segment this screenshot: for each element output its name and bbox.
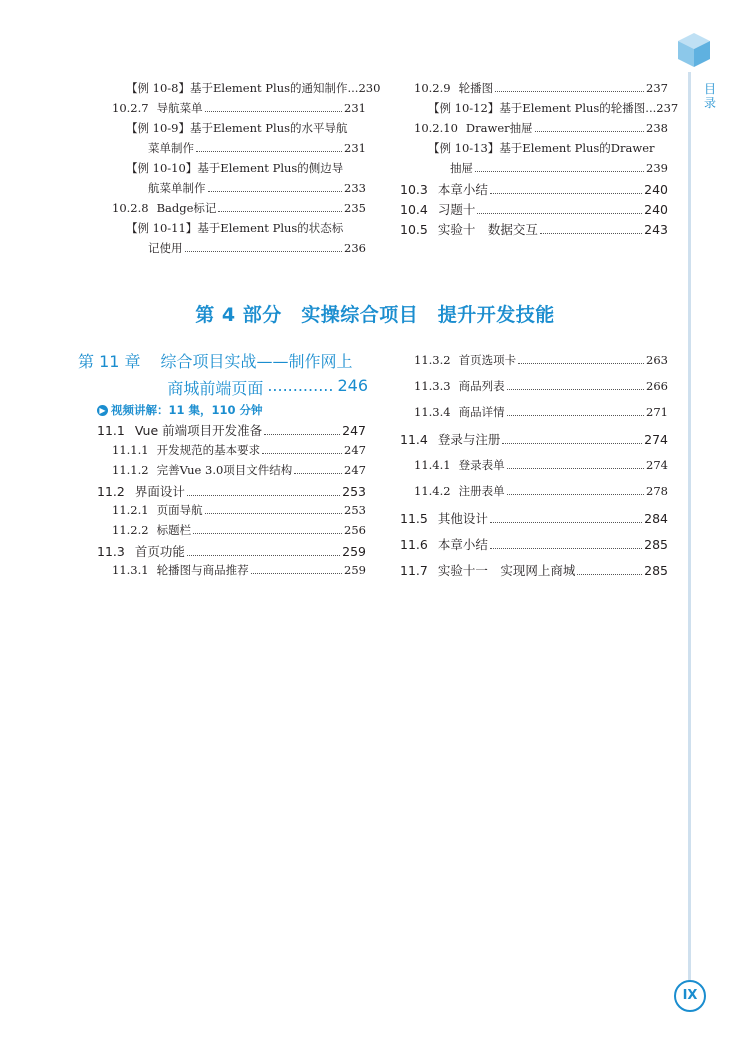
toc-entry[interactable] bbox=[428, 100, 679, 116]
entry-number: 【例 10-13】 bbox=[428, 141, 500, 155]
entry-page: 240 bbox=[644, 182, 668, 197]
entry-page: 285 bbox=[644, 537, 668, 552]
dot-leader bbox=[490, 193, 642, 194]
entry-number: 11.3.3 bbox=[414, 379, 451, 393]
entry-page: 278 bbox=[646, 484, 668, 498]
entry-page: 236 bbox=[344, 241, 366, 255]
entry-number: 11.4.1 bbox=[414, 458, 451, 472]
toc-entry[interactable] bbox=[428, 140, 668, 156]
entry-page: 243 bbox=[644, 222, 668, 237]
chapter-label: 第 11 章 bbox=[78, 352, 141, 371]
toc-entry[interactable] bbox=[414, 120, 668, 136]
toc-entry[interactable] bbox=[112, 442, 366, 458]
dot-leader bbox=[475, 171, 644, 172]
entry-page: 274 bbox=[644, 432, 668, 447]
entry-page: 285 bbox=[644, 563, 668, 578]
entry-number: 11.2 bbox=[97, 484, 125, 499]
page-number: IX bbox=[674, 980, 706, 1012]
dot-leader bbox=[196, 151, 342, 152]
entry-title: 基于Element Plus的轮播图... bbox=[499, 101, 657, 115]
entry-title: 抽屉 bbox=[450, 161, 473, 175]
entry-number: 11.4.2 bbox=[414, 484, 451, 498]
entry-number: 11.5 bbox=[400, 511, 428, 526]
dot-leader bbox=[507, 415, 644, 416]
toc-entry[interactable] bbox=[400, 430, 668, 448]
dot-leader bbox=[264, 434, 340, 435]
dot-leader bbox=[187, 555, 340, 556]
entry-page: 237 bbox=[646, 81, 668, 95]
dot-leader bbox=[540, 233, 642, 234]
entry-number: 【例 10-10】 bbox=[126, 161, 198, 175]
toc-entry[interactable] bbox=[450, 160, 668, 176]
entry-page: 231 bbox=[344, 101, 366, 115]
entry-page: 239 bbox=[646, 161, 668, 175]
entry-page: 253 bbox=[344, 503, 366, 517]
dot-leader bbox=[185, 251, 343, 252]
entry-title: Drawer抽屉 bbox=[465, 121, 533, 135]
entry-number: 11.3 bbox=[97, 544, 125, 559]
toc-entry[interactable] bbox=[112, 502, 366, 518]
toc-entry[interactable] bbox=[400, 561, 668, 579]
entry-number: 10.4 bbox=[400, 202, 428, 217]
dot-leader bbox=[477, 213, 642, 214]
entry-number: 10.3 bbox=[400, 182, 428, 197]
entry-page: 247 bbox=[344, 443, 366, 457]
toc-entry[interactable] bbox=[97, 542, 366, 560]
entry-title: 实验十一 实现网上商城 bbox=[437, 563, 576, 578]
toc-entry[interactable] bbox=[126, 120, 366, 136]
dot-leader bbox=[193, 533, 342, 534]
entry-page: 237 bbox=[656, 101, 679, 115]
entry-number: 11.3.4 bbox=[414, 405, 451, 419]
dot-leader bbox=[205, 513, 342, 514]
toc-entry[interactable] bbox=[112, 562, 366, 578]
entry-title: 轮播图与商品推荐 bbox=[156, 563, 249, 577]
entry-number: 10.2.8 bbox=[112, 201, 149, 215]
entry-number: 10.5 bbox=[400, 222, 428, 237]
entry-title: 航菜单制作 bbox=[148, 181, 206, 195]
dot-leader: ............. bbox=[267, 376, 334, 395]
chapter-title-line1: 综合项目实战——制作网上 bbox=[160, 352, 353, 371]
entry-title: 首页功能 bbox=[134, 544, 185, 559]
toc-entry[interactable] bbox=[400, 200, 668, 218]
entry-title: 注册表单 bbox=[458, 484, 505, 498]
cube-logo-icon bbox=[674, 30, 714, 70]
side-rail bbox=[688, 72, 691, 982]
entry-title: 商品详情 bbox=[458, 405, 505, 419]
entry-title: 页面导航 bbox=[156, 503, 203, 517]
entry-number: 10.2.10 bbox=[414, 121, 458, 135]
toc-entry[interactable] bbox=[414, 483, 668, 499]
side-label: 目录 bbox=[703, 82, 716, 110]
entry-title: 基于Element Plus的Drawer bbox=[499, 141, 655, 155]
toc-entry[interactable] bbox=[414, 378, 668, 394]
entry-title: 导航菜单 bbox=[156, 101, 203, 115]
dot-leader bbox=[218, 211, 342, 212]
chapter-heading-line2[interactable] bbox=[78, 376, 368, 399]
entry-page: 233 bbox=[344, 181, 366, 195]
toc-entry[interactable] bbox=[400, 509, 668, 527]
entry-title: 其他设计 bbox=[437, 511, 488, 526]
dot-leader bbox=[507, 468, 644, 469]
entry-number: 11.2.1 bbox=[112, 503, 149, 517]
entry-page: 259 bbox=[344, 563, 366, 577]
dot-leader bbox=[490, 522, 642, 523]
toc-entry[interactable] bbox=[126, 80, 381, 96]
entry-title: 本章小结 bbox=[437, 537, 488, 552]
video-note bbox=[97, 402, 263, 418]
toc-entry[interactable] bbox=[112, 522, 366, 538]
entry-number: 10.2.7 bbox=[112, 101, 149, 115]
toc-entry[interactable] bbox=[148, 240, 366, 256]
entry-number: 11.1 bbox=[97, 423, 125, 438]
dot-leader bbox=[294, 473, 342, 474]
entry-title: 菜单制作 bbox=[148, 141, 194, 155]
entry-number: 【例 10-12】 bbox=[428, 101, 500, 115]
entry-title: 完善Vue 3.0项目文件结构 bbox=[156, 463, 293, 477]
entry-number: 11.3.1 bbox=[112, 563, 149, 577]
entry-page: 256 bbox=[344, 523, 366, 537]
dot-leader bbox=[490, 548, 642, 549]
entry-page: 271 bbox=[646, 405, 668, 419]
entry-number: 11.3.2 bbox=[414, 353, 451, 367]
entry-page: 247 bbox=[342, 423, 366, 438]
entry-title: 登录表单 bbox=[458, 458, 505, 472]
entry-page: 274 bbox=[646, 458, 668, 472]
video-play-icon: ▶ bbox=[97, 405, 108, 416]
entry-number: 11.4 bbox=[400, 432, 428, 447]
entry-number: 11.6 bbox=[400, 537, 428, 552]
entry-title: 本章小结 bbox=[437, 182, 488, 197]
chapter-page: 246 bbox=[337, 376, 368, 395]
dot-leader bbox=[208, 191, 343, 192]
entry-title: 基于Element Plus的通知制作... bbox=[190, 81, 359, 95]
dot-leader bbox=[502, 443, 642, 444]
entry-page: 247 bbox=[344, 463, 366, 477]
entry-number: 11.2.2 bbox=[112, 523, 149, 537]
toc-entry[interactable] bbox=[414, 80, 668, 96]
entry-title: 基于Element Plus的侧边导 bbox=[197, 161, 344, 175]
dot-leader bbox=[251, 573, 342, 574]
toc-entry[interactable] bbox=[126, 220, 366, 236]
entry-number: 11.7 bbox=[400, 563, 428, 578]
toc-entry[interactable] bbox=[148, 140, 366, 156]
entry-title: 记使用 bbox=[148, 241, 183, 255]
part-title: 第 4 部分 实操综合项目 提升开发技能 bbox=[195, 304, 555, 326]
toc-entry[interactable] bbox=[414, 404, 668, 420]
entry-page: 263 bbox=[646, 353, 668, 367]
toc-entry[interactable] bbox=[400, 535, 668, 553]
chapter-title-line2: 商城前端页面 bbox=[167, 379, 264, 398]
entry-number: 11.1.2 bbox=[112, 463, 149, 477]
entry-page: 238 bbox=[646, 121, 668, 135]
entry-page: 231 bbox=[344, 141, 366, 155]
entry-title: 界面设计 bbox=[134, 484, 185, 499]
entry-page: 235 bbox=[344, 201, 366, 215]
entry-number: 【例 10-9】 bbox=[126, 121, 190, 135]
toc-entry[interactable] bbox=[97, 482, 366, 500]
entry-title: 首页选项卡 bbox=[458, 353, 517, 367]
entry-page: 284 bbox=[644, 511, 668, 526]
toc-entry[interactable] bbox=[400, 220, 668, 238]
entry-title: 基于Element Plus的状态标 bbox=[197, 221, 344, 235]
entry-page: 259 bbox=[342, 544, 366, 559]
entry-page: 230 bbox=[358, 81, 381, 95]
entry-number: 【例 10-11】 bbox=[126, 221, 198, 235]
dot-leader bbox=[495, 91, 644, 92]
dot-leader bbox=[577, 574, 642, 575]
toc-entry[interactable] bbox=[112, 100, 366, 116]
entry-page: 266 bbox=[646, 379, 668, 393]
entry-page: 240 bbox=[644, 202, 668, 217]
entry-page: 253 bbox=[342, 484, 366, 499]
video-note-text: 视频讲解：11 集，110 分钟 bbox=[111, 403, 263, 417]
dot-leader bbox=[518, 363, 644, 364]
entry-title: 标题栏 bbox=[156, 523, 192, 537]
toc-entry[interactable] bbox=[126, 160, 366, 176]
toc-entry[interactable] bbox=[414, 352, 668, 368]
entry-title: Vue 前端项目开发准备 bbox=[134, 423, 263, 438]
entry-title: Badge标记 bbox=[156, 201, 217, 215]
entry-title: 商品列表 bbox=[458, 379, 505, 393]
toc-entry[interactable] bbox=[414, 457, 668, 473]
dot-leader bbox=[507, 389, 644, 390]
entry-title: 基于Element Plus的水平导航 bbox=[190, 121, 348, 135]
entry-title: 习题十 bbox=[437, 202, 476, 217]
chapter-heading[interactable] bbox=[78, 349, 368, 372]
entry-title: 开发规范的基本要求 bbox=[156, 443, 261, 457]
dot-leader bbox=[262, 453, 342, 454]
toc-entry[interactable] bbox=[112, 200, 366, 216]
entry-number: 11.1.1 bbox=[112, 443, 149, 457]
dot-leader bbox=[507, 494, 644, 495]
entry-title: 实验十 数据交互 bbox=[437, 222, 538, 237]
entry-number: 【例 10-8】 bbox=[126, 81, 190, 95]
entry-title: 轮播图 bbox=[458, 81, 494, 95]
toc-entry[interactable] bbox=[400, 180, 668, 198]
toc-entry[interactable] bbox=[148, 180, 366, 196]
dot-leader bbox=[535, 131, 644, 132]
dot-leader bbox=[205, 111, 342, 112]
dot-leader bbox=[187, 495, 340, 496]
entry-number: 10.2.9 bbox=[414, 81, 451, 95]
toc-entry[interactable] bbox=[112, 462, 366, 478]
toc-entry[interactable] bbox=[97, 421, 366, 439]
entry-title: 登录与注册 bbox=[437, 432, 501, 447]
